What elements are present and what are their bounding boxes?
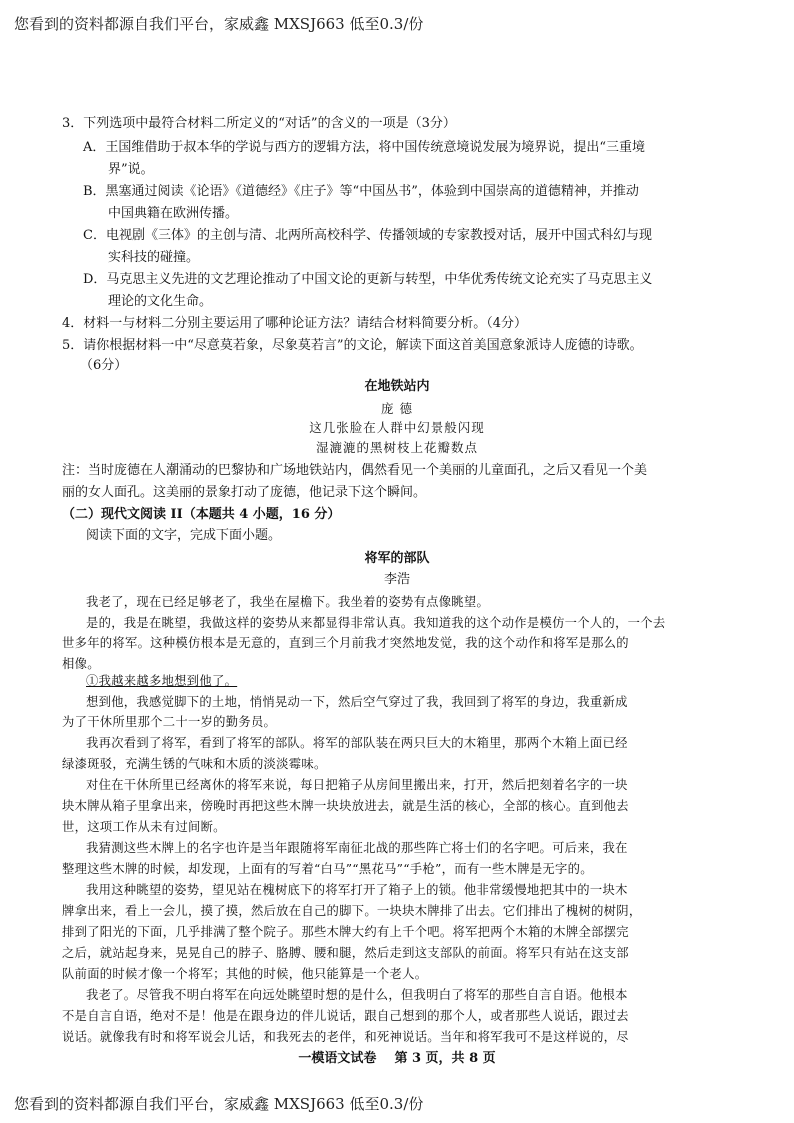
poem-title: 在地铁站内 xyxy=(364,379,430,394)
poem-line-1: 这几张脸在人群中幻景般闪现 xyxy=(309,420,485,435)
poem-author: 庞 德 xyxy=(381,401,413,416)
question-3-option-a: A．王国维借助于叔本华的学说与西方的逻辑方法，将中国传统意境说发展为境界说，提出“三重境 xyxy=(83,140,646,155)
question-3-stem: 3．下列选项中最符合材料二所定义的“对话”的含义的一项是（3分） xyxy=(62,116,456,131)
question-3-option-c: C．电视剧《三体》的主创与清、北两所高校科学、传播领域的专家教授对话，展开中国式科幻与现 xyxy=(83,228,652,243)
story-line: 队前面的时候才像一个将军；其他的时候，他只能算是一个老人。 xyxy=(62,967,428,981)
story-author: 李浩 xyxy=(383,572,410,587)
section-instruction: 阅读下面的文字，完成下面小题。 xyxy=(86,528,282,543)
page-footer: 一模语文试卷 第 3 页，共 8 页 xyxy=(298,1051,496,1066)
story-line: 排到了阳光的下面，几乎排满了整个院子。那些木牌大约有上千个吧。将军把两个木箱的木牌全部摆完 xyxy=(62,925,629,939)
story-line: 我老了。尽管我不明白将军在向远处眺望时想的是什么，但我明白了将军的那些自言自语。他根本 xyxy=(86,988,628,1002)
watermark-banner-top: 您看到的资料都源自我们平台，家威鑫 MXSJ663 低至0.3/份 xyxy=(14,15,424,33)
story-line: 块木牌从箱子里拿出来，傍晚时再把这些木牌一块块放进去，就是生活的核心，全部的核心。直到他去 xyxy=(62,799,629,813)
story-line: 相像。 xyxy=(62,657,100,671)
story-line: 世，这项工作从未有过间断。 xyxy=(62,820,226,834)
story-title: 将军的部队 xyxy=(364,551,430,566)
question-3-option-d-cont: 理论的文化生命。 xyxy=(108,294,213,309)
story-line: 我再次看到了将军，看到了将军的部队。将军的部队装在两只巨大的木箱里，那两个木箱上面已经 xyxy=(86,736,628,750)
story-line: 对住在干休所里已经离休的将军来说，每日把箱子从房间里搬出来，打开，然后把刻着名字的一块 xyxy=(86,778,628,792)
story-line: 牌拿出来，看上一会儿，摸了摸，然后放在自己的脚下。一块块木牌排了出去。它们排出了槐树的树阴， xyxy=(62,904,642,918)
watermark-banner-bottom: 您看到的资料都源自我们平台，家威鑫 MXSJ663 低至0.3/份 xyxy=(14,1095,424,1113)
question-3-option-b: B．黑塞通过阅读《论语》《道德经》《庄子》等“中国丛书”，体验到中国崇高的道德精神，并推动 xyxy=(83,184,639,199)
story-line-underlined: ①我越来越多地想到他了。 xyxy=(86,674,238,688)
story-line: 为了干休所里那个二十一岁的勤务员。 xyxy=(62,715,277,729)
question-5-line2: （6分） xyxy=(80,358,128,373)
question-5-line1: 5．请你根据材料一中“尽意莫若象，尽象莫若言”的文论，解读下面这首美国意象派诗人庞德的诗歌。 xyxy=(62,338,643,353)
question-3-option-d: D．马克思主义先进的文艺理论推动了中国文论的更新与转型，中华优秀传统文论充实了马克思主义 xyxy=(83,272,653,287)
story-line: 说话。就像我有时和将军说会儿话，和我死去的老伴，和死神说话。当年和将军我可不是这样说的，尽 xyxy=(62,1030,629,1044)
question-3-option-b-cont: 中国典籍在欧洲传播。 xyxy=(108,206,239,221)
story-line: 整理这些木牌的时候，却发现，上面有的写着“白马”“黑花马”“手枪”，而有一些木牌是无字的。 xyxy=(62,862,593,876)
story-line: 我猜测这些木牌上的名字也许是当年跟随将军南征北战的那些阵亡将士们的名字吧。可后来，我在 xyxy=(86,841,628,855)
question-3-option-c-cont: 实科技的碰撞。 xyxy=(108,250,200,265)
story-line: 世多年的将军。这种模仿根本是无意的，直到三个月前我才突然地发觉，我的这个动作和将军是那么的 xyxy=(62,636,629,650)
question-3-option-a-cont: 界”说。 xyxy=(108,162,154,177)
story-line: 想到他，我感觉脚下的土地，悄悄晃动一下，然后空气穿过了我，我回到了将军的身边，我重新成 xyxy=(86,695,628,709)
poem-line-2: 湿漉漉的黑树枝上花瓣数点 xyxy=(315,440,478,455)
story-line: 绿漆斑驳，充满生锈的气味和木质的淡淡霉味。 xyxy=(62,757,327,771)
poem-note-line1: 注：当时庞德在人潮涌动的巴黎协和广场地铁站内，偶然看见一个美丽的儿童面孔，之后又看见一个美 xyxy=(62,463,648,478)
story-line: 我老了，现在已经足够老了，我坐在屋檐下。我坐着的姿势有点像眺望。 xyxy=(86,595,490,609)
poem-note-line2: 丽的女人面孔。这美丽的景象打动了庞德，他记录下这个瞬间。 xyxy=(62,485,427,500)
story-line: 之后，就站起身来，晃晃自己的脖子、胳膊、腰和腿，然后走到这支部队的前面。将军只有站在这支部 xyxy=(62,946,629,960)
story-line: 我用这种眺望的姿势，望见站在槐树底下的将军打开了箱子上的锁。他非常缓慢地把其中的一块木 xyxy=(86,883,628,897)
question-4: 4．材料一与材料二分别主要运用了哪种论证方法？请结合材料简要分析。（4分） xyxy=(62,316,528,331)
story-line: 是的，我是在眺望，我做这样的姿势从来都显得非常认真。我知道我的这个动作是模仿一个人的，一个去 xyxy=(86,616,666,630)
section-heading: （二）现代文阅读 II（本题共 4 小题，16 分） xyxy=(62,507,341,522)
story-line: 不是自言自语，绝对不是！他是在跟身边的伴儿说话，跟自己想到的那个人，或者那些人说话，跟过去 xyxy=(62,1009,629,1023)
